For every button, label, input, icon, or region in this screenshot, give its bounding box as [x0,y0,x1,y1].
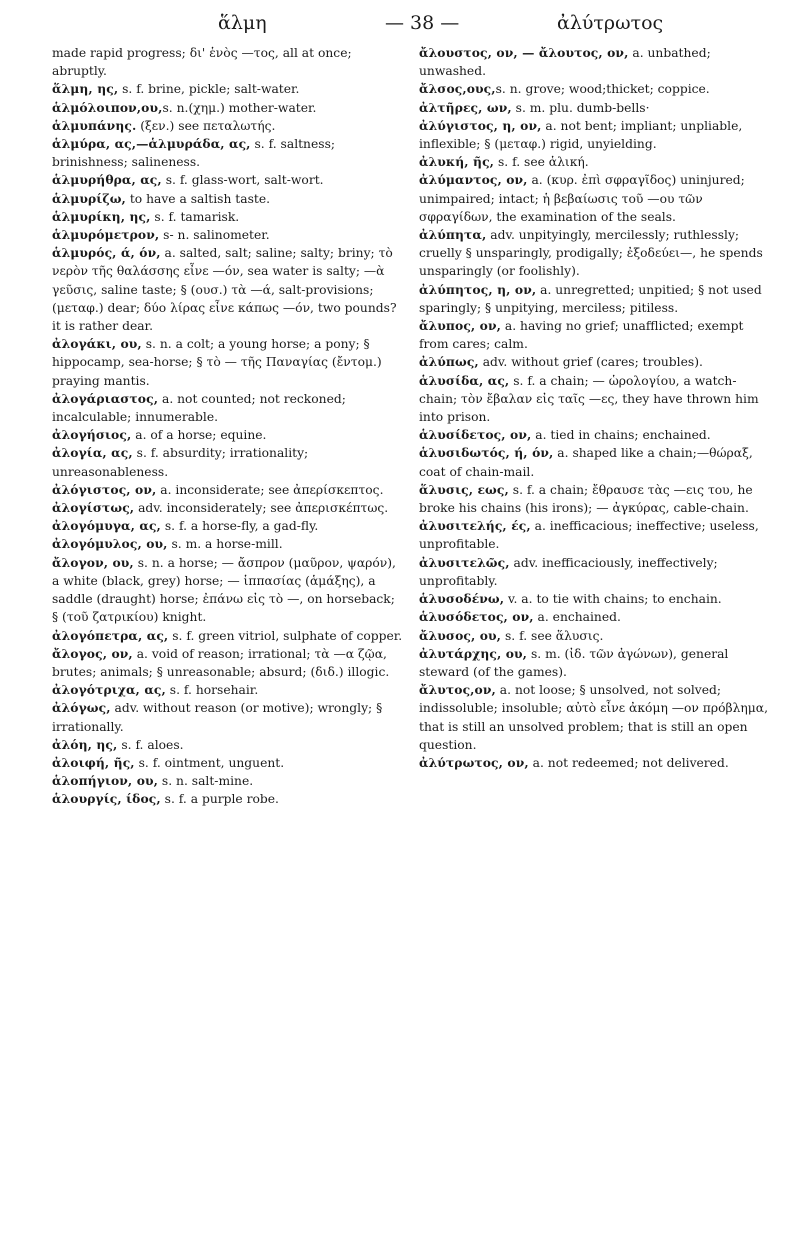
dictionary-entry [52,627,404,645]
dictionary-entry [419,754,771,772]
dictionary-entry [419,627,771,645]
entry-headword: ἁλμυρίζω, [52,190,126,206]
dictionary-entry [52,444,404,480]
entry-headword: ἄλυπος, ον, [419,318,501,334]
entry-headword: ἀλύμαντος, ον, [419,172,528,188]
entry-definition: to have a saltish taste. [125,191,271,206]
right-column [419,44,771,772]
entry-headword: ἁλμυρός, ά, όν, [52,245,161,261]
dictionary-entry [52,426,404,444]
entry-definition: s. n. grove; wood;thicket; coppice. [495,82,710,97]
dictionary-entry [419,554,771,590]
dictionary-entry [52,535,404,553]
entry-definition: s. f. absurdity; irrationality; unreasonableness. [52,446,309,479]
entry-definition: a. tied in chains; enchained. [531,428,711,443]
dictionary-entry [419,99,771,117]
dictionary-entry [52,208,404,226]
entry-definition: adv. inconsiderately; see ἀπερισκέπτως. [134,501,389,516]
dictionary-entry [52,244,404,335]
dictionary-entry [52,99,404,117]
entry-definition: a. (κυρ. ἐπὶ σφραγῖδος) uninjured; unimpaired; intact; ἡ βεβαίωσις τοῦ —ου τῶν σφραγίδων, the examination of the seals. [419,173,745,224]
entry-headword: ἀλογότριχα, ας, [52,682,166,698]
dictionary-entry [52,135,404,171]
entry-headword: ἀλογάριαστος, [52,390,159,406]
dictionary-entry [419,153,771,171]
entry-headword: ἁλμόλοιπον,ου, [52,99,163,115]
entry-definition: s. m. plu. dumb-bells· [511,100,650,115]
entry-definition: a. not redeemed; not delivered. [528,755,729,770]
dictionary-entry [52,117,404,135]
entry-headword: ἀλογόπετρα, ας, [52,627,169,643]
entry-definition: a. having no grief; unafflicted; exempt from cares; calm. [419,319,744,352]
entry-definition: a. inefficacious; ineffective; useless, unprofitable. [419,519,759,552]
dictionary-entry [419,117,771,153]
entry-definition: made rapid progress; δι' ἑνὸς —τος, all at once; abruptly. [52,46,352,79]
dictionary-entry [419,590,771,608]
header-left-guideword: ἅλμη [218,12,267,34]
dictionary-entry [52,517,404,535]
entry-definition: s. f. aloes. [117,737,184,752]
entry-headword: ἀλυσιτελής, ές, [419,518,531,534]
entry-definition: s- n. salinometer. [159,228,270,243]
entry-definition: a. enchained. [533,610,621,625]
entry-definition: a. void of reason; irrational; τὰ —α ζῷα, brutes; animals; § unreasonable; absurd; (διδ.) illogic. [52,646,390,679]
entry-definition: v. a. to tie with chains; to enchain. [504,592,722,607]
entry-definition: s. f. a horse-fly, a gad-fly. [160,519,319,534]
entry-headword: ἀλοιφή, ῆς, [52,754,135,770]
entry-definition: s. f. glass-wort, salt-wort. [161,173,324,188]
dictionary-entry [52,171,404,189]
entry-definition: s. n. salt-mine. [158,774,254,789]
entry-headword: ἁλουργίς, ίδος, [52,791,161,807]
entry-definition: s. f. a chain; ἔθραυσε τὰς —εις του, he broke his chains (his irons); — ἀγκύρας, cable-chain. [419,482,753,516]
dictionary-entry [52,226,404,244]
entry-headword: ἀλογίστως, [52,500,135,516]
dictionary-entry [419,608,771,626]
dictionary-entry [52,736,404,754]
entry-headword: ἁλμυρόμετρον, [52,227,160,243]
entry-definition: a. not loose; § unsolved, not solved; indissoluble; insoluble; αὐτὸ εἶνε ἀκόμη —ον πρόβλημα, that is still an unsolved problem; that is still an open question. [419,683,768,752]
entry-definition: a. unbathed; unwashed. [419,46,711,79]
entry-headword: ἀλογάκι, ου, [52,336,142,352]
entry-headword: ἁλυσοδένω, [419,591,505,607]
entry-definition: s. f. a purple robe. [160,792,279,807]
dictionary-entry [52,335,404,390]
dictionary-entry [419,681,771,754]
dictionary-entry [52,481,404,499]
page-header [40,12,770,40]
dictionary-entry [52,645,404,681]
dictionary-entry [419,353,771,371]
dictionary-entry [419,281,771,317]
entry-headword: ἀλογόμυλος, ου, [52,536,168,552]
entry-headword: ἁλυσίδα, ας, [419,372,510,388]
entry-headword: ἄλυτος,ον, [419,682,496,698]
entry-headword: ἀλογία, ας, [52,445,133,461]
entry-headword: ἄλογον, ου, [52,554,134,570]
entry-headword: ἀλύπητα, [419,227,487,243]
dictionary-entry [419,481,771,517]
entry-headword: ἀλόη, ης, [52,736,118,752]
page-number: — 38 — [385,12,460,34]
entry-headword: ἁλμυρίκη, ης, [52,208,151,224]
entry-headword: ἀλογήσιος, [52,427,132,443]
entry-headword: ἀλύπως, [419,354,479,370]
dictionary-entry [419,171,771,226]
entry-headword: ἁλμύρα, ας,—ἁλμυράδα, ας, [52,136,251,152]
dictionary-entry [52,754,404,772]
entry-headword: ἁλμυπάνης. [52,117,137,133]
entry-headword: ἄλσος,ους, [419,81,496,97]
dictionary-entry [52,44,404,80]
dictionary-entry [52,790,404,808]
entry-definition: s. n. a horse; — ἄσπρον (μαῦρον, ψαρόν), a white (black, grey) horse; — ἱππασίας (ἁμάξης), a saddle (draught) horse; ἐπάνω εἰς τὸ —, on horseback; § (τοῦ ζατρικίου) knight. [52,555,396,625]
entry-headword: ἅλμη, ης, [52,81,119,97]
dictionary-entry [52,699,404,735]
entry-headword: ἀλυσιτελῶς, [419,554,510,570]
dictionary-entry [52,681,404,699]
entry-definition: (ξεν.) see πεταλωτής. [136,118,276,133]
entry-headword: ἄλουστος, ον, — ἄλουτος, ον, [419,45,629,60]
entry-headword: ἀλόγως, [52,700,111,716]
header-right-guideword: ἀλύτρωτος [557,12,664,34]
entry-definition: adv. without grief (cares; troubles). [478,355,703,370]
entry-headword: ἁλοπήγιον, ου, [52,773,159,789]
entry-definition: s. m. (ἰδ. τῶν ἀγώνων), general steward (of the games). [419,646,729,679]
left-column [52,44,404,809]
entry-definition: s. n.(χημ.) mother-water. [162,100,317,115]
dictionary-entry [419,80,771,98]
entry-definition: adv. unpityingly, mercilessly; ruthlessly; cruelly § unsparingly, prodigally; ἐξοδεύει—, he spends unsparingly (or foolishly). [419,228,763,279]
entry-headword: ἅλυσις, εως, [419,481,509,497]
dictionary-entry [419,226,771,281]
entry-definition: s. f. tamarisk. [150,209,240,224]
entry-headword: ἀλτῆρες, ων, [419,99,512,115]
entry-headword: ἀλυτάρχης, ου, [419,645,528,661]
entry-definition: s. f. green vitriol, sulphate of copper. [168,628,403,643]
dictionary-entry [419,517,771,553]
dictionary-entry [419,372,771,427]
dictionary-entry [52,554,404,627]
dictionary-entry [52,772,404,790]
entry-definition: s. f. ointment, unguent. [134,755,285,770]
entry-headword: ἀλυκή, ῆς, [419,154,495,170]
entry-definition: a. salted, salt; saline; salty; briny; τὸ νερὸν τῆς θαλάσσης εἶνε —όν, sea water is salty; —ὰ γεῦσις, saline taste; § (ουσ.) τὰ —ά, salt-provisions; (μεταφ.) dear; δύο λίρας εἶνε κάπως —όν, two pounds? it is rather dear. [52,246,397,334]
entry-headword: ἁλυσόδετος, ον, [419,609,534,625]
entry-headword: ἀλύγιστος, η, ον, [419,117,542,133]
entry-definition: s. n. a colt; a young horse; a pony; § hippocamp, sea-horse; § τὸ — τῆς Παναγίας (ἔντομ.) praying mantis. [52,337,382,388]
entry-headword: ἁλμυρήθρα, ας, [52,172,162,188]
dictionary-entry [419,645,771,681]
entry-definition: s. f. horsehair. [165,683,259,698]
entry-headword: ἄλυσος, ου, [419,627,502,643]
entry-definition: a. not counted; not reckoned; incalculable; innumerable. [52,391,346,425]
entry-definition: s. m. a horse-mill. [167,537,283,552]
entry-headword: ἁλυσιδωτός, ή, όν, [419,445,554,461]
dictionary-entry [52,499,404,517]
dictionary-entry [419,426,771,444]
entry-definition: a. shaped like a chain;—θώραξ, coat of chain-mail. [419,446,753,479]
entry-definition: a. inconsiderate; see ἀπερίσκεπτος. [156,482,384,497]
dictionary-entry [419,44,771,80]
entry-headword: ἀλύπητος, η, ον, [419,281,537,297]
dictionary-entry [419,317,771,353]
entry-definition: a. of a horse; equine. [131,428,267,443]
entry-definition: adv. without reason (or motive); wrongly; § irrationally. [52,701,383,734]
entry-headword: ἀλογόμυγα, ας, [52,518,161,534]
entry-definition: a. unregretted; unpitied; § not used sparingly; § unpitying, merciless; pitiless. [419,282,762,315]
entry-headword: ἁλυσίδετος, ον, [419,427,532,443]
entry-definition: adv. inefficaciously, ineffectively; unprofitably. [419,555,718,588]
entry-definition: s. f. a chain; — ὡρολογίου, a watch-chain; τὸν ἔβαλαν εἰς ταῖς —ες, they have thrown him into prison. [419,373,759,425]
dictionary-entry [52,80,404,98]
entry-definition: a. not bent; impliant; unpliable, inflexible; § (μεταφ.) rigid, unyielding. [419,118,743,152]
dictionary-entry [419,444,771,480]
entry-definition: s. f. brine, pickle; salt-water. [118,82,300,97]
entry-headword: ἀλόγιστος, ον, [52,481,157,497]
entry-definition: s. f. see ἁλική. [494,155,589,170]
entry-definition: s. f. saltness; brinishness; salineness. [52,137,336,170]
dictionary-entry [52,390,404,426]
entry-definition: s. f. see ἅλυσις. [501,628,604,643]
entry-headword: ἄλογος, ον, [52,645,133,661]
dictionary-entry [52,190,404,208]
entry-headword: ἀλύτρωτος, ον, [419,754,529,770]
